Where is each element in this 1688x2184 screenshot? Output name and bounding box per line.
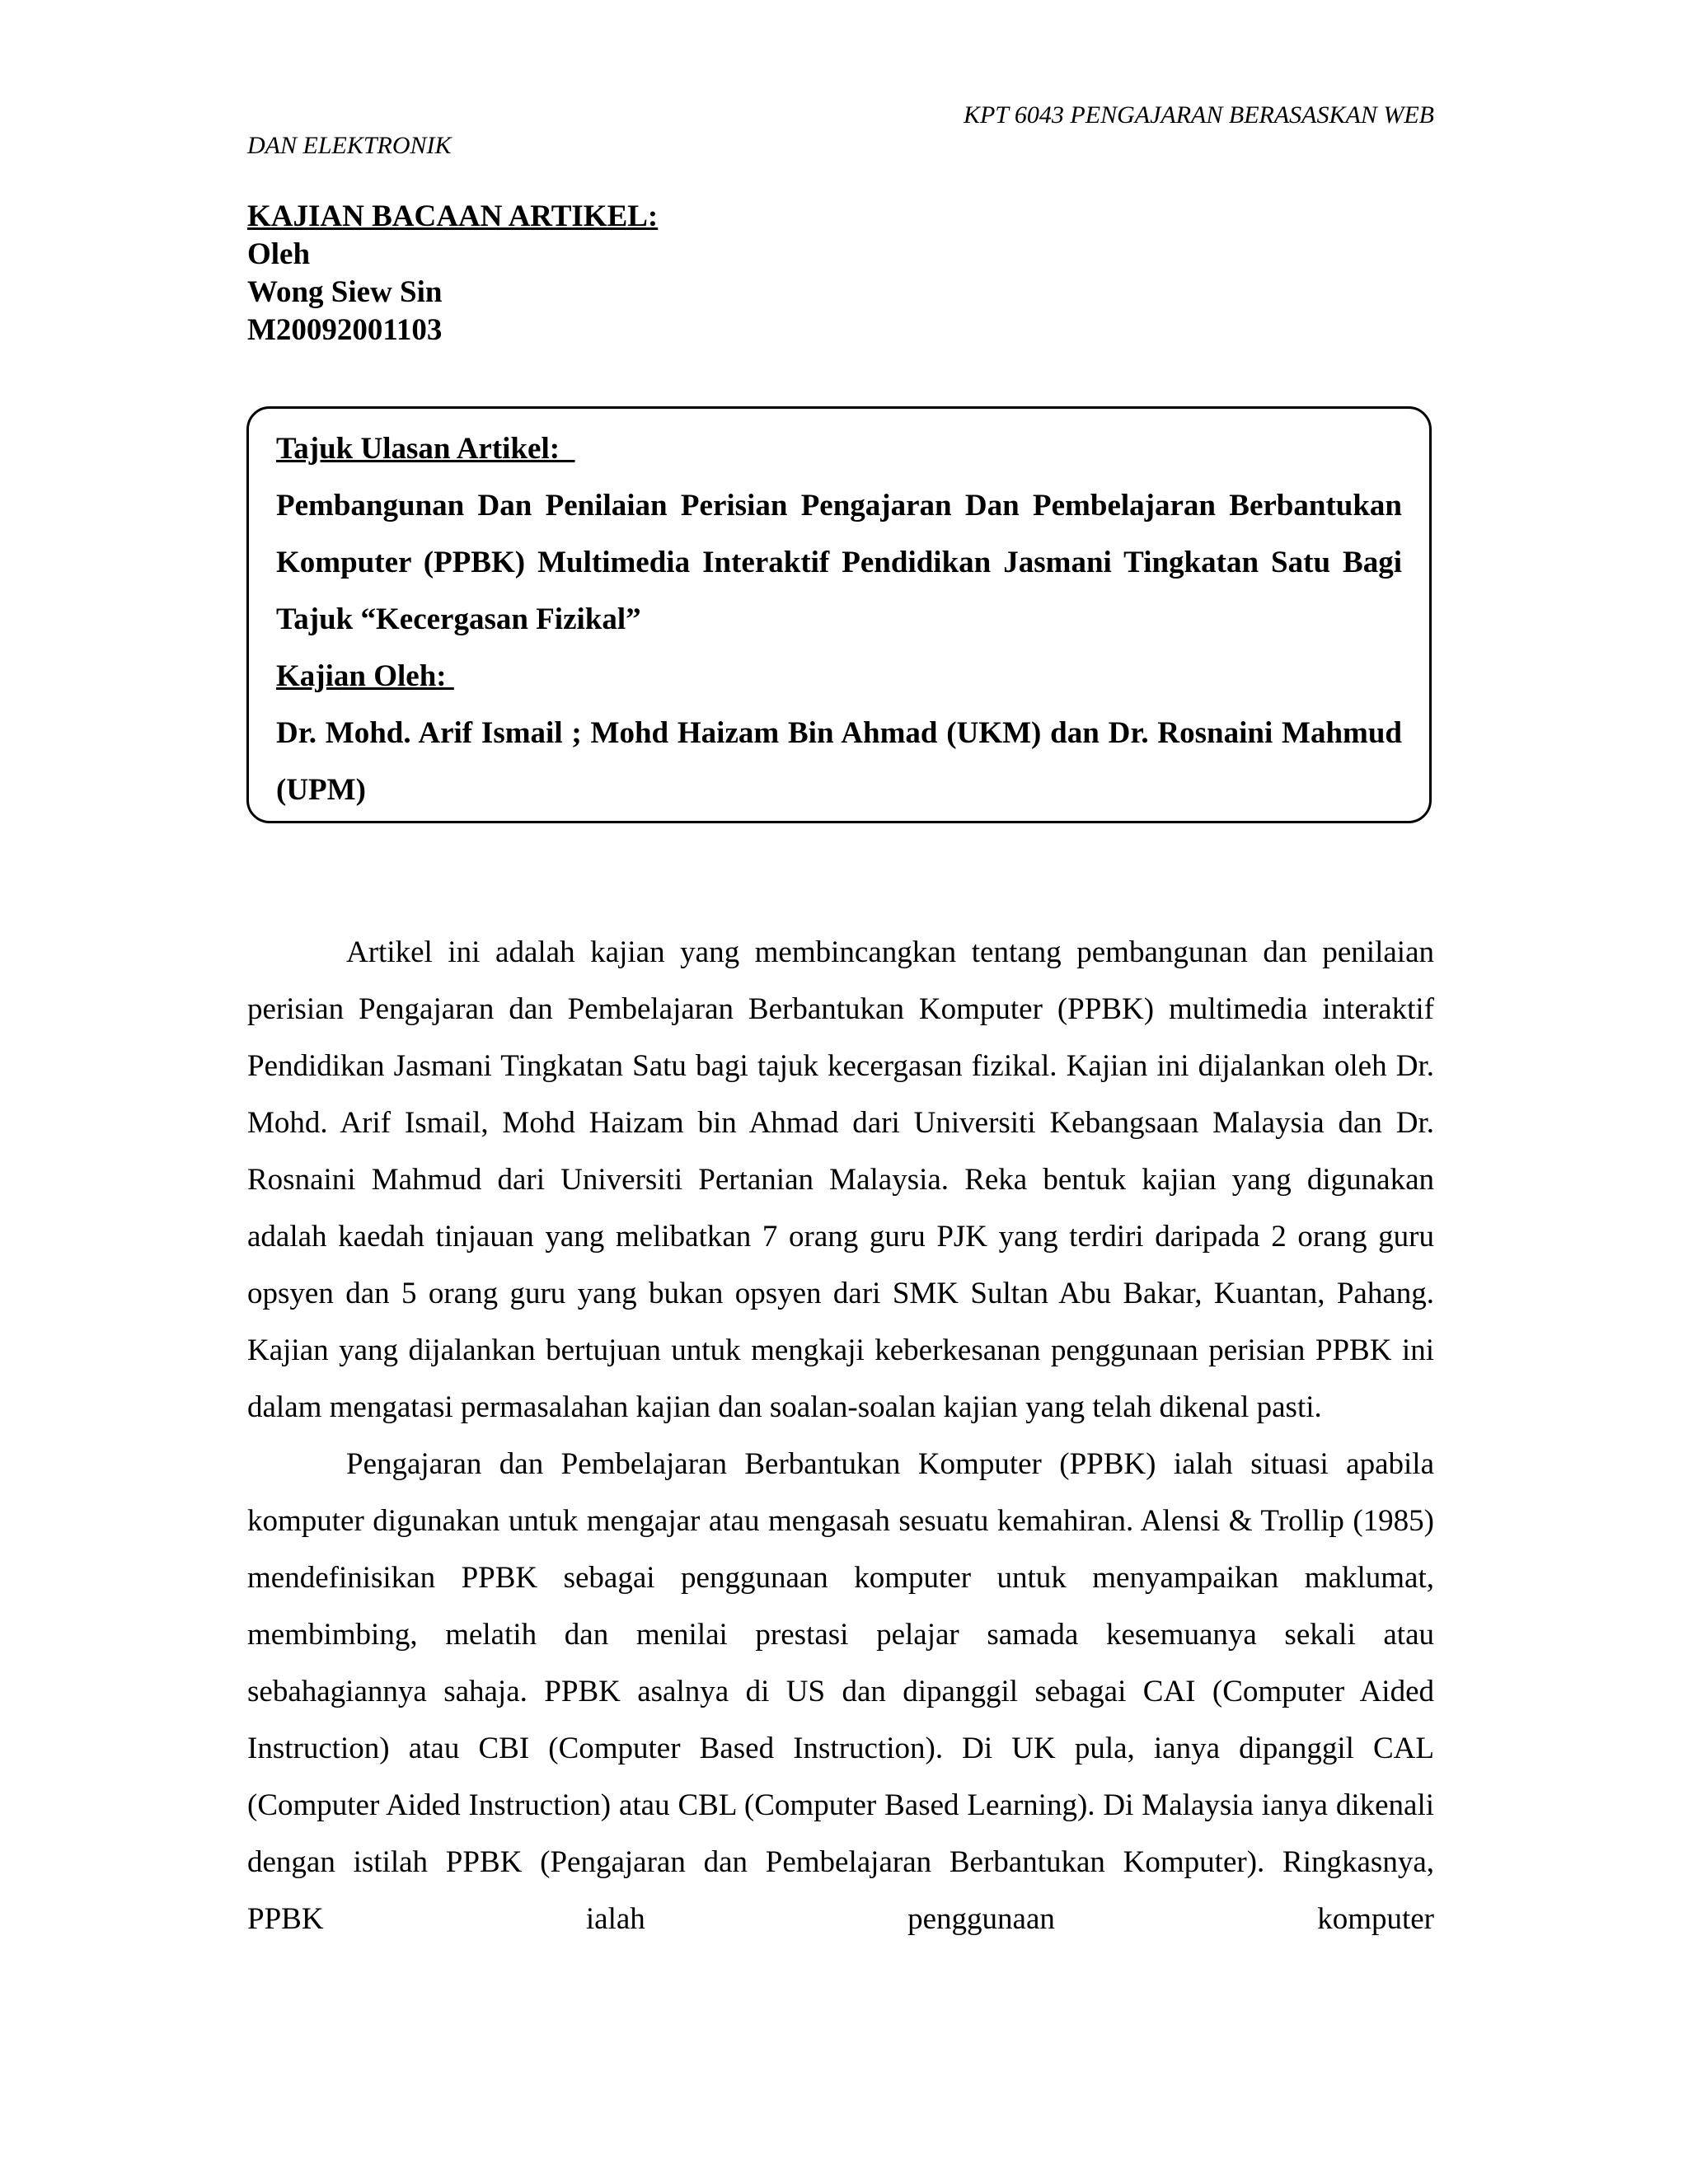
researchers: Dr. Mohd. Arif Ismail ; Mohd Haizam Bin Ahmad (UKM) dan Dr. Rosnaini Mahmud (UPM) (276, 716, 1402, 807)
article-title-label: Tajuk Ulasan Artikel: (276, 432, 575, 466)
running-header-course: KPT 6043 PENGAJARAN BERASASKAN WEB (963, 101, 1434, 129)
author-name: Wong Siew Sin (247, 275, 443, 309)
paragraph-2: Pengajaran dan Pembelajaran Berbantukan Komputer (PPBK) ialah situasi apabila komputer digunakan untuk mengajar atau mengasah sesuatu kemahiran. Alensi & Trollip (1985) mendefinisikan PPBK sebagai penggunaan komputer untuk menyampaikan maklumat, membimbing, melatih dan menilai prestasi pelajar samada kesemuanya sekali atau sebahagiannya sahaja. PPBK asalnya di US dan dipanggil sebagai CAI (Computer Aided Instruction) atau CBI (Computer Based Instruction). Di UK pula, ianya dipanggil CAL (Computer Aided Instruction) atau CBL (Computer Based Learning). Di Malaysia ianya dikenali dengan istilah PPBK (Pengajaran dan Pembelajaran Berbantukan Komputer). Ringkasnya, PPBK ialah penggunaan komputer (247, 1447, 1434, 1936)
researchers-label: Kajian Oleh: (276, 659, 454, 693)
author-block (247, 198, 658, 349)
matric-number: M20092001103 (247, 313, 443, 347)
article-title: Pembangunan Dan Penilaian Perisian Pengajaran Dan Pembelajaran Berbantukan Komputer (PPBK) Multimedia Interaktif Pendidikan Jasmani Tingkatan Satu Bagi Tajuk “Kecergasan Fizikal” (276, 489, 1402, 636)
review-heading: KAJIAN BACAAN ARTIKEL: (247, 199, 659, 233)
running-header-course-cont: DAN ELEKTRONIK (247, 132, 452, 159)
paragraph-1: Artikel ini adalah kajian yang membincangkan tentang pembangunan dan penilaian perisian Pengajaran dan Pembelajaran Berbantukan Komputer (PPBK) multimedia interaktif Pendidikan Jasmani Tingkatan Satu bagi tajuk kecergasan fizikal. Kajian ini dijalankan oleh Dr. Mohd. Arif Ismail, Mohd Haizam bin Ahmad dari Universiti Kebangsaan Malaysia dan Dr. Rosnaini Mahmud dari Universiti Pertanian Malaysia. Reka bentuk kajian yang digunakan adalah kaedah tinjauan yang melibatkan 7 orang guru PJK yang terdiri daripada 2 orang guru opsyen dan 5 orang guru yang bukan opsyen dari SMK Sultan Abu Bakar, Kuantan, Pahang. Kajian yang dijalankan bertujuan untuk mengkaji keberkesanan penggunaan perisian PPBK ini dalam mengatasi permasalahan kajian dan soalan-soalan kajian yang telah dikenal pasti. (247, 935, 1434, 1424)
by-label: Oleh (247, 237, 311, 271)
article-info-content (276, 420, 1402, 818)
review-body (247, 924, 1434, 1947)
article-info-box (246, 406, 1432, 823)
